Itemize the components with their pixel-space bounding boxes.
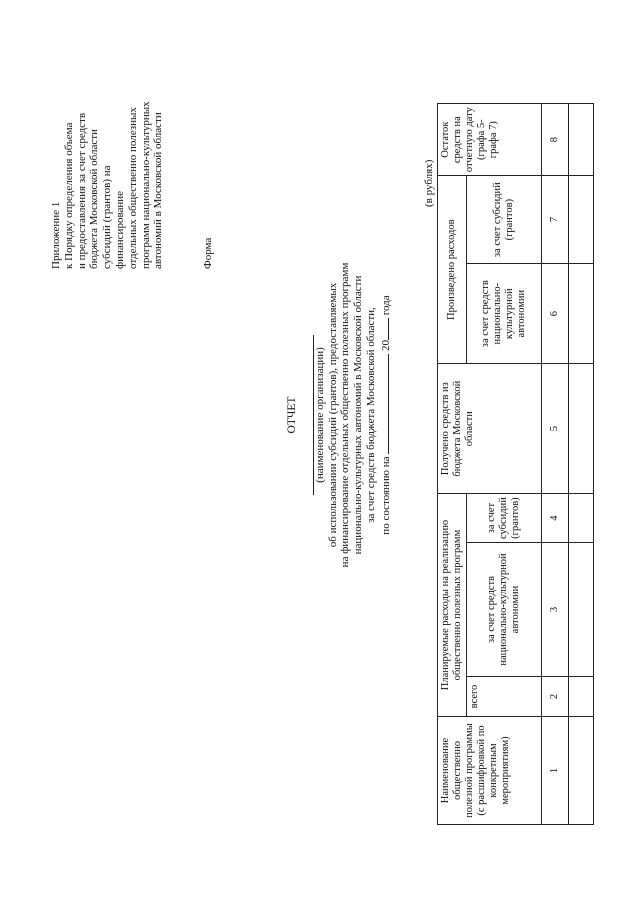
- appendix-line: автономий в Московской области: [152, 112, 165, 269]
- appendix-line: программ национально-культурных: [139, 101, 152, 269]
- empty-cell: [569, 364, 594, 494]
- report-line: национально-культурных автономий в Московской области: [352, 275, 365, 555]
- col-program-name: Наименование общественно полезной программы (с расшифровкой по конкретным мероприятиям): [438, 717, 542, 825]
- report-table: [437, 103, 594, 825]
- col-number: 7: [542, 176, 569, 264]
- date-blank: [378, 354, 389, 454]
- report-date-line: [378, 165, 393, 665]
- header-row: [438, 104, 467, 825]
- empty-cell: [569, 543, 594, 677]
- col-planned-nca: за счет средств национально-культурной автономии: [467, 543, 542, 677]
- col-number: 8: [542, 104, 569, 176]
- empty-data-row: [569, 104, 594, 825]
- empty-cell: [569, 176, 594, 264]
- empty-cell: [569, 264, 594, 364]
- appendix-line: субсидий (грантов) на: [101, 165, 114, 269]
- column-numbers-row: [542, 104, 569, 825]
- form-label: Форма: [202, 237, 214, 269]
- date-prefix: по состоянию на: [379, 456, 392, 535]
- col-planned-grants: за счет субсидий (грантов): [467, 494, 542, 543]
- col-number: 4: [542, 494, 569, 543]
- col-spent-nca: за счет средств национально-культурной автономии: [467, 264, 542, 364]
- col-number: 5: [542, 364, 569, 494]
- col-spent: Произведено расходов: [438, 176, 467, 364]
- report-title: ОТЧЕТ: [286, 396, 298, 434]
- report-line: на финансирование отдельных общественно полезных программ: [339, 262, 352, 568]
- appendix-line: бюджета Московской области: [88, 129, 101, 269]
- appendix-line: Приложение 1: [50, 201, 62, 269]
- report-header: [286, 165, 393, 665]
- appendix-block: [50, 39, 165, 269]
- units-label: (в рублях): [423, 159, 435, 207]
- empty-cell: [569, 494, 594, 543]
- col-number: 2: [542, 677, 569, 717]
- empty-cell: [569, 717, 594, 825]
- report-line: за счет средств бюджета Московской области,: [364, 307, 377, 523]
- appendix-line: к Порядку определения объема: [62, 122, 75, 269]
- col-number: 3: [542, 543, 569, 677]
- year-blank: [378, 318, 389, 340]
- date-year-prefix: 20: [379, 339, 392, 351]
- col-received-funds: Получено средств из бюджета Московской области: [438, 364, 542, 494]
- col-number: 6: [542, 264, 569, 364]
- appendix-line: отдельных общественно полезных: [126, 107, 139, 269]
- col-spent-grants: за счет субсидий (грантов): [467, 176, 542, 264]
- col-number: 1: [542, 717, 569, 825]
- col-remainder: Остаток средств на отчетную дату (графа 5-графа 7): [438, 104, 542, 176]
- org-name-caption: (наименование организации): [313, 347, 326, 483]
- empty-cell: [569, 677, 594, 717]
- appendix-line: и предоставления за счет средств: [75, 112, 88, 269]
- report-line: об использовании субсидий (грантов), предоставляемых: [326, 282, 339, 548]
- appendix-line: финансирование: [113, 190, 126, 269]
- col-planned-total: всего: [467, 677, 542, 717]
- empty-cell: [569, 104, 594, 176]
- col-planned-expenses: Планируемые расходы на реализацию общественно полезных программ: [438, 494, 467, 717]
- date-suffix: года: [379, 295, 392, 316]
